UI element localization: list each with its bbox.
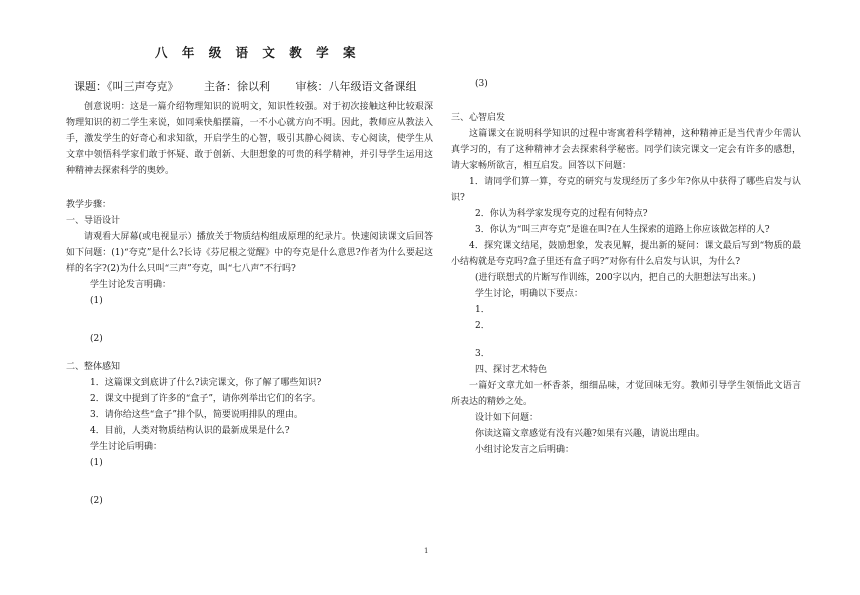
section-1-item-2: (2)	[90, 334, 103, 344]
lesson-info	[74, 78, 439, 94]
section-2-discuss: 学生讨论后明确：	[90, 442, 163, 452]
section-3-question-3: 3．你认为“叫三声夸克”是谁在叫?在人生探索的道路上你应该做怎样的人?	[475, 225, 770, 235]
section-3-point-3: 3．	[475, 349, 490, 359]
section-4-heading: 四、探讨艺术特色	[475, 365, 548, 375]
section-4-discuss: 小组讨论发言之后明确：	[475, 445, 575, 455]
section-2-question-4: 4．目前，人类对物质结构认识的最新成果是什么?	[90, 426, 290, 436]
section-3-question-1: 1．请同学们算一算，夸克的研究与发现经历了多少年?你从中获得了哪些启发与认识?	[451, 177, 801, 203]
section-2-heading: 二、整体感知	[66, 362, 121, 372]
lesson-reviewer: 审核：八年级语文备课组	[295, 80, 417, 93]
section-3-text: 这篇课文在说明科学知识的过程中寄寓着科学精神，这种精神正是当代青少年需认真学习的，有了这种精神才会去探索科学秘密。同学们读完课文一定会有许多的感想，请大家畅所欲言，相互启发。回答以下问题：	[451, 129, 801, 171]
right-column	[451, 76, 801, 458]
section-3-question-4: 4．探究课文结尾，鼓励想象，发表见解，提出新的疑问：课文最后写到“物质的最小结构就是夸克吗?盒子里还有盒子吗?”对你有什么启发与认识，为什么?	[451, 241, 801, 267]
section-4-text: 一篇好文章尤如一杯香茶，细细品味，才觉回味无穷。教师引导学生领悟此文语言所表达的精妙之处。	[451, 381, 801, 407]
section-3-note: (进行联想式的片断写作训练，200字以内，把自己的大胆想法写出来。)	[475, 273, 756, 283]
section-1-heading: 一、导语设计	[66, 216, 121, 226]
section-3-heading: 三、心智启发	[451, 113, 506, 123]
section-3-point-2: 2．	[475, 321, 490, 331]
steps-heading: 教学步骤：	[66, 200, 112, 210]
page-title: 八 年 级 语 文 教 学 案	[155, 45, 361, 60]
left-column	[66, 99, 433, 509]
section-1-item-1: (1)	[90, 296, 103, 306]
section-3-discuss: 学生讨论，明确以下要点：	[475, 289, 584, 299]
section-3-question-2: 2．你认为科学家发现夸克的过程有何特点?	[475, 209, 648, 219]
intro-paragraph: 创意说明：这是一篇介绍物理知识的说明文，知识性较强。对于初次接触这种比较艰深物理知识的初二学生来说，如同乘快船摆篇，一不小心就方向不明。因此，教师应从教法入手，激发学生的好奇心和求知欲，开启学生的心智，吸引其静心阅读、专心阅读，使学生从文章中领悟科学家们敢于怀疑、敢于创新、大胆想象的可贵的科学精神，并引导学生运用这种精神去探索科学的奥妙。	[66, 102, 433, 176]
lesson-editor: 主备：徐以利	[204, 80, 270, 93]
section-2-question-1: 1．这篇课文到底讲了什么?读完课文，你了解了哪些知识?	[90, 378, 322, 388]
section-3-point-1: 1．	[475, 305, 490, 315]
section-1-text: 请观看大屏幕(或电视显示）播放关于物质结构组成原理的纪录片。快速阅读课文后回答如下问题：(1)“夸克”是什么?长诗《芬尼根之觉醒》中的夸克是什么意思?作者为什么要起这样的名字?(2)为什么只叫“三声”夸克，叫“七八声”不行吗?	[66, 232, 433, 274]
page-number: 1	[424, 547, 429, 555]
section-2-question-2: 2．课文中提到了许多的“盒子”，请你列举出它们的名字。	[90, 394, 321, 404]
section-2-item-2: (2)	[90, 496, 103, 506]
section-2-item-3: (3)	[475, 79, 488, 89]
section-2-question-3: 3．请你给这些“盒子”排个队，简要说明排队的理由。	[90, 410, 303, 420]
section-1-discuss: 学生讨论发言明确：	[90, 280, 172, 290]
section-2-item-1: (1)	[90, 458, 103, 468]
section-4-design: 设计如下问题：	[475, 413, 539, 423]
section-4-question: 你读这篇文章感觉有没有兴趣?如果有兴趣，请说出理由。	[475, 429, 705, 439]
lesson-topic: 课题：《叫三声夸克》	[74, 80, 179, 93]
